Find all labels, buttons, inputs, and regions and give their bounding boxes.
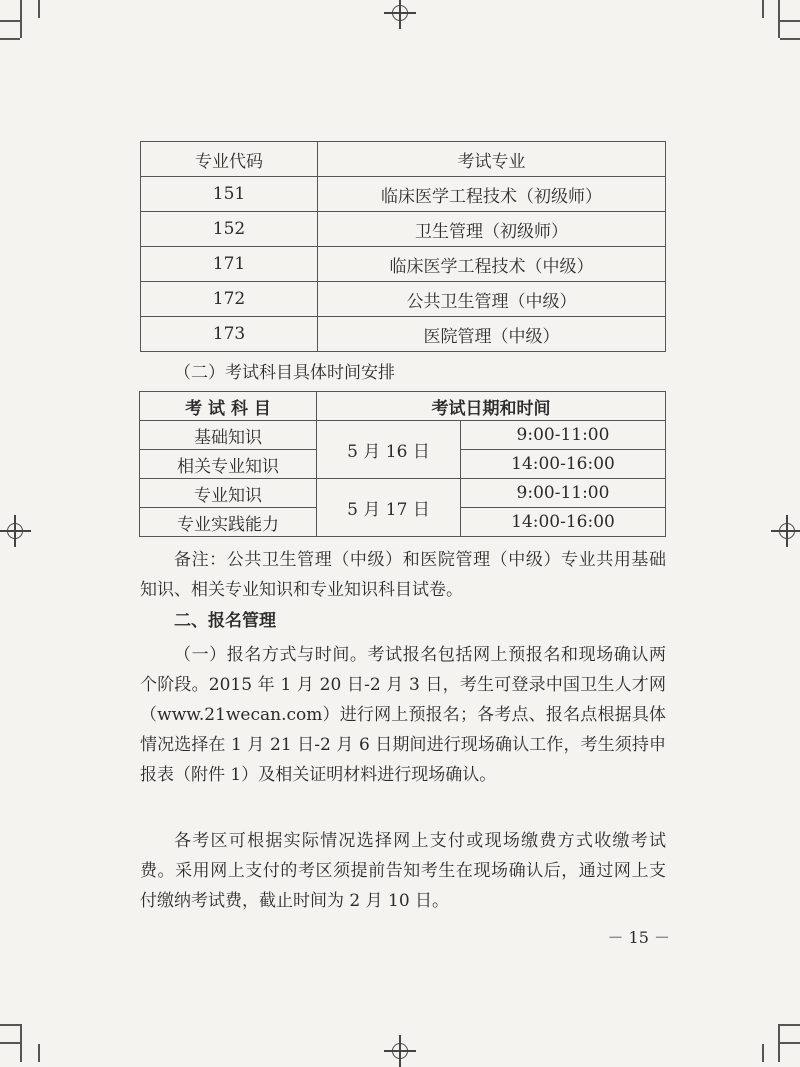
- crop-mark: [780, 38, 800, 40]
- subject-cell: 基础知识: [140, 421, 317, 450]
- table-row: [141, 317, 666, 352]
- major-code: 152: [141, 212, 318, 247]
- time-cell: 9:00-11:00: [461, 421, 666, 450]
- table-row: [140, 421, 666, 450]
- time-cell: 14:00-16:00: [461, 508, 666, 537]
- crop-mark: [20, 1024, 22, 1062]
- crop-mark: [780, 1042, 800, 1044]
- subject-cell: 专业实践能力: [140, 508, 317, 537]
- schedule-heading: （二）考试科目具体时间安排: [174, 363, 395, 383]
- date-cell: 5 月 17 日: [317, 479, 461, 537]
- body-paragraph: 各考区可根据实际情况选择网上支付或现场缴费方式收缴考试费。采用网上支付的考区须提前告知考生在现场确认后，通过网上支付缴纳考试费，截止时间为 2 月 10 日。: [140, 831, 666, 911]
- crop-mark: [780, 20, 800, 22]
- table-header-row: [140, 392, 666, 421]
- registration-mark-icon: [389, 2, 411, 24]
- subject-cell: 专业知识: [140, 479, 317, 508]
- major-code: 172: [141, 282, 318, 317]
- crop-mark: [762, 0, 764, 18]
- crop-mark: [38, 0, 40, 18]
- schedule-table: [139, 391, 666, 537]
- subject-cell: 相关专业知识: [140, 450, 317, 479]
- major-code: 151: [141, 177, 318, 212]
- column-header: 专业代码: [141, 142, 318, 177]
- crop-mark: [38, 1044, 40, 1062]
- time-cell: 14:00-16:00: [461, 450, 666, 479]
- major-code: 171: [141, 247, 318, 282]
- major-name: 卫生管理（初级师）: [318, 212, 666, 247]
- section-heading: 二、报名管理: [174, 611, 276, 631]
- registration-mark-icon: [4, 520, 26, 542]
- crop-mark: [778, 0, 780, 38]
- table-row: [141, 247, 666, 282]
- major-code: 173: [141, 317, 318, 352]
- column-header: 考 试 科 目: [140, 392, 317, 421]
- major-name: 临床医学工程技术（中级）: [318, 247, 666, 282]
- crop-mark: [762, 1044, 764, 1062]
- table-row: [140, 479, 666, 508]
- major-name: 医院管理（中级）: [318, 317, 666, 352]
- table-row: [141, 177, 666, 212]
- column-header: 考试日期和时间: [317, 392, 666, 421]
- body-paragraph: （一）报名方式与时间。考试报名包括网上预报名和现场确认两个阶段。2015 年 1 月 20 日-2 月 3 日，考生可登录中国卫生人才网（www.21wecan.com）进行网上预报名；各考点、报名点根据具体情况选择在 1 月 21 日-2 月 6 日期间进行现场确认工作，考生须持申报表（附件 1）及相关证明材料进行现场确认。: [140, 645, 666, 785]
- crop-mark: [20, 0, 22, 38]
- crop-mark: [0, 20, 20, 22]
- crop-mark: [0, 38, 20, 40]
- note-paragraph: 备注：公共卫生管理（中级）和医院管理（中级）专业共用基础知识、相关专业知识和专业知识科目试卷。: [140, 550, 666, 600]
- major-name: 临床医学工程技术（初级师）: [318, 177, 666, 212]
- crop-mark: [0, 1024, 20, 1026]
- major-name: 公共卫生管理（中级）: [318, 282, 666, 317]
- date-cell: 5 月 16 日: [317, 421, 461, 479]
- page-number: － 15 －: [607, 928, 670, 947]
- table-header-row: [141, 142, 666, 177]
- majors-table: [140, 141, 666, 352]
- registration-mark-icon: [389, 1040, 411, 1062]
- table-row: [141, 282, 666, 317]
- registration-mark-icon: [776, 520, 798, 542]
- crop-mark: [0, 1042, 20, 1044]
- column-header: 考试专业: [318, 142, 666, 177]
- time-cell: 9:00-11:00: [461, 479, 666, 508]
- crop-mark: [780, 1024, 800, 1026]
- table-row: [141, 212, 666, 247]
